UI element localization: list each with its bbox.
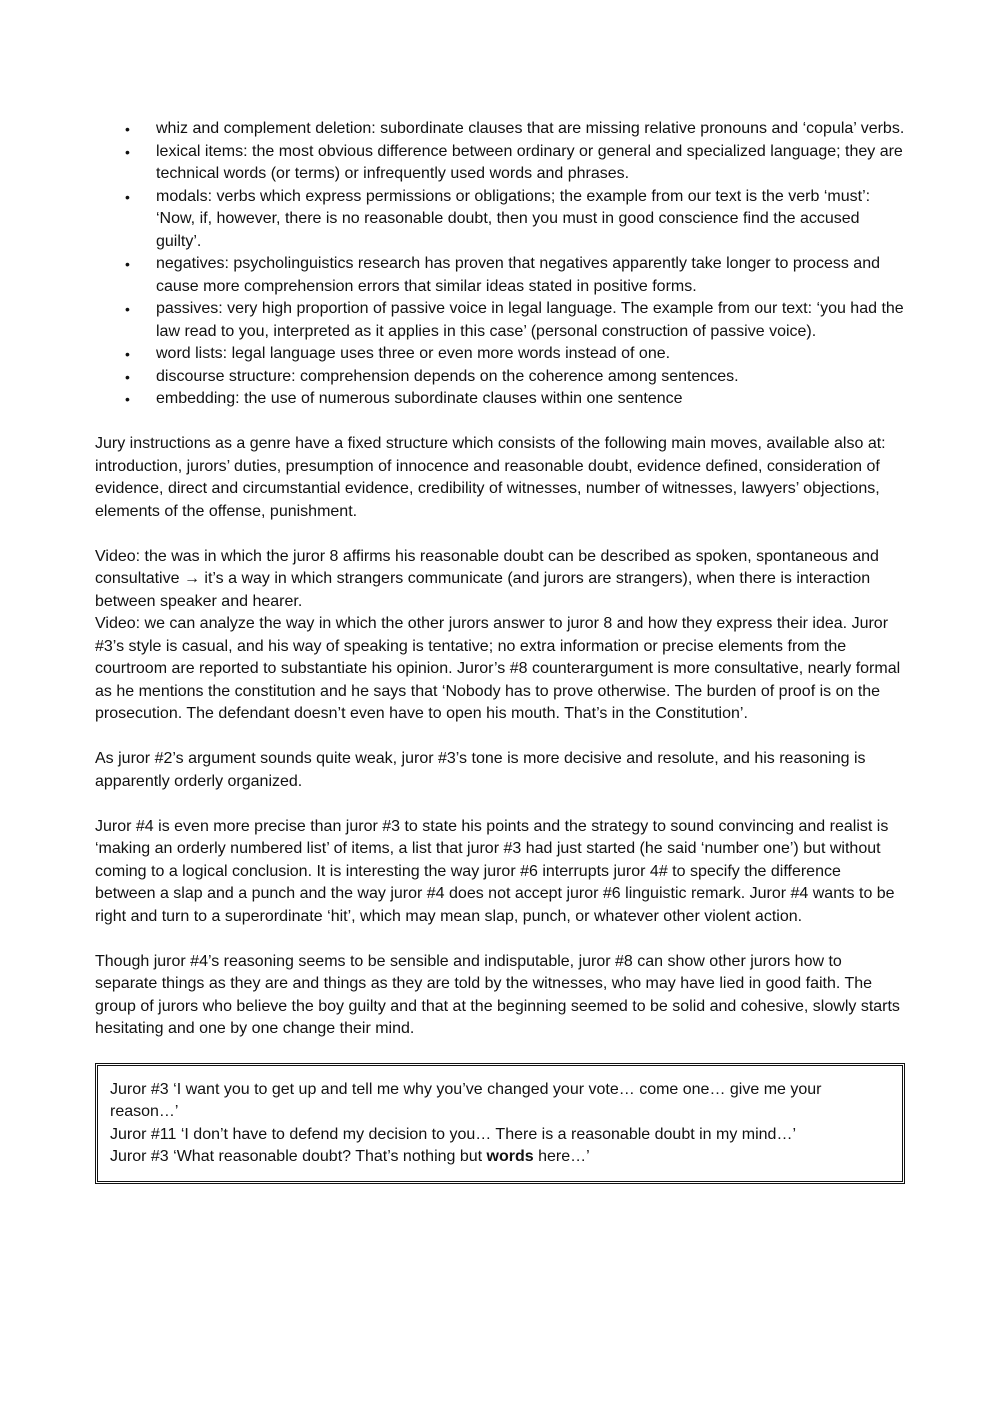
list-item-text: passives: very high proportion of passive voice in legal language. The example from our text: ‘you had the law read to you, interpreted as it applies in this case’ (personal construction of passive voice). [156, 300, 904, 340]
bullet-icon: • [125, 256, 130, 272]
bullet-icon: • [125, 188, 130, 205]
list-item-text: negatives: psycholinguistics research has proven that negatives apparently take longer to process and cause more comprehension errors that similar ideas stated in positive forms. [156, 255, 880, 295]
list-item [95, 253, 905, 298]
quote-line-juror-11: Juror #11 ‘I don’t have to defend my decision to you… There is a reasonable doubt in my mind…’ [110, 1125, 797, 1143]
quote-text: Juror #3 ‘What reasonable doubt? That’s nothing but [110, 1148, 487, 1165]
list-item-text: discourse structure: comprehension depends on the coherence among sentences. [156, 367, 739, 385]
bullet-icon: • [125, 368, 130, 385]
video-paragraph-1: Video: the was in which the juror 8 affirms his reasonable doubt can be described as spoken, spontaneous and consultative → it’s a way in which strangers communicate (and jurors are strangers), when there is interaction between speaker and hearer. [95, 547, 879, 610]
list-item-text: whiz and complement deletion: subordinate clauses that are missing relative pronouns and ‘copula’ verbs. [156, 120, 905, 137]
list-item [95, 343, 905, 366]
juror-4-reasoning-paragraph: Though juror #4’s reasoning seems to be sensible and indisputable, juror #8 can show other jurors how to separate things as they are and things as they are told by the witnesses, who may have lied in good faith. The group of jurors who believe the boy guilty and that at the beginning seemed to be solid and cohesive, slowly starts hesitating and one by one change their mind. [95, 952, 900, 1037]
juror-4-paragraph: Juror #4 is even more precise than juror #3 to state his points and the strategy to sound convincing and realist is ‘making an orderly numbered list’ of items, a list that juror #3 had just started (he said ‘number one’) but without coming to a logical conclusion. It is interesting the way juror #6 interrupts juror 4# to specify the difference between a slap and a punch and the way juror #4 does not accept juror #6 linguistic remark. Juror #4 wants to be right and turn to a superordinate ‘hit’, which may mean slap, punch, or whatever other violent action. [95, 817, 895, 925]
quote-line-juror-3-reply [110, 1146, 890, 1169]
list-item [95, 298, 905, 343]
jury-instructions-paragraph: Jury instructions as a genre have a fixed structure which consists of the following main moves, available also at: introduction, jurors’ duties, presumption of innocence and reasonable doubt, evidence defined, consideration of evidence, direct and circumstantial evidence, credibility of witnesses, number of witnesses, lawyers’ objections, elements of the offense, punishment. [95, 435, 886, 520]
list-item-text: word lists: legal language uses three or even more words instead of one. [156, 345, 671, 362]
video-paragraph-2: Video: we can analyze the way in which the other jurors answer to juror 8 and how they express their idea. Juror #3’s style is casual, and his way of speaking is tentative; no extra information or precise elements from the courtroom are reported to substantiate his opinion. Juror’s #8 counterargument is more consultative, nearly formal as he mentions the constitution and he says that ‘Nobody has to prove otherwise. The burden of proof is on the prosecution. The defendant doesn’t even have to open his mouth. That’s in the Constitution’. [95, 615, 901, 722]
list-item [95, 141, 905, 186]
bullet-icon: • [125, 143, 130, 160]
list-item [95, 388, 905, 411]
bullet-icon: • [125, 346, 130, 362]
bullet-icon: • [125, 301, 130, 317]
juror-2-paragraph: As juror #2’s argument sounds quite weak, juror #3’s tone is more decisive and resolute, and his reasoning is apparently orderly organized. [95, 750, 866, 790]
document-page [95, 118, 905, 1184]
list-item [95, 118, 905, 141]
quote-line-juror-3: Juror #3 ‘I want you to get up and tell me why you’ve changed your vote… come one… give me your reason…’ [110, 1080, 822, 1120]
list-item-text: embedding: the use of numerous subordinate clauses within one sentence [156, 390, 683, 407]
list-item [95, 186, 905, 254]
quote-bold-word: words [486, 1148, 534, 1165]
legal-language-features-list [95, 118, 905, 411]
list-item [95, 366, 905, 389]
list-item-text: modals: verbs which express permissions or obligations; the example from our text is the verb ‘must’: ‘Now, if, however, there is no reasonable doubt, then you must in good conscience find the accused guilty’. [156, 187, 871, 250]
quote-text: here…’ [533, 1148, 590, 1165]
bullet-icon: • [125, 391, 130, 407]
dialogue-quote-box [95, 1063, 905, 1184]
bullet-icon: • [125, 121, 130, 137]
list-item-text: lexical items: the most obvious difference between ordinary or general and specialized language; they are technical words (or terms) or infrequently used words and phrases. [156, 142, 903, 182]
